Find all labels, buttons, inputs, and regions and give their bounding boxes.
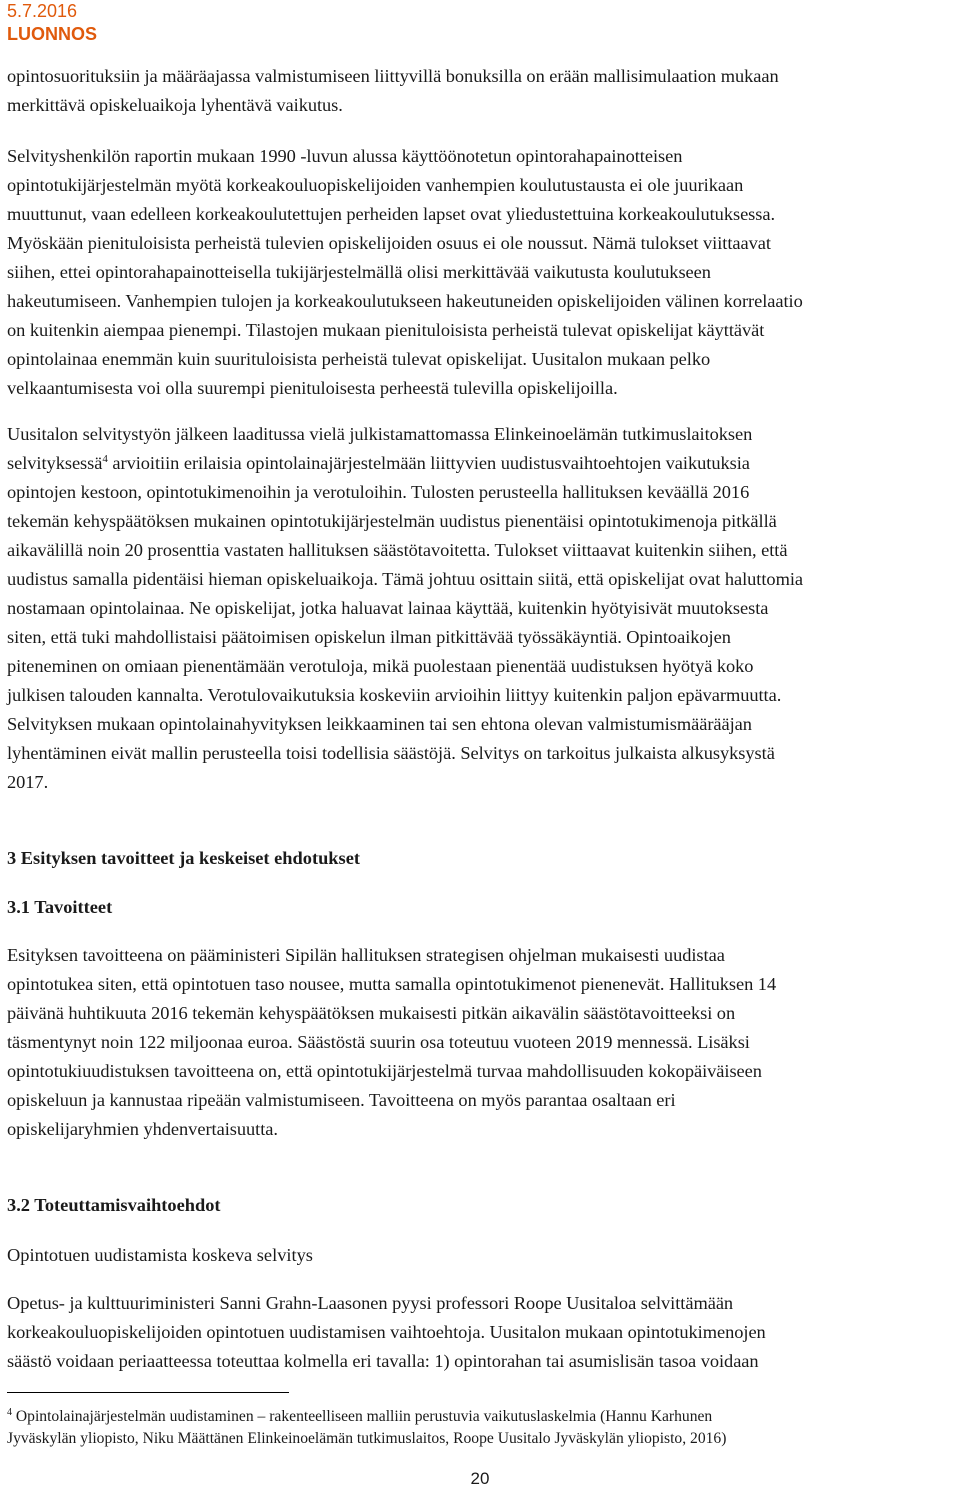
text-line: velkaantumisesta voi olla suurempi pienituloisesta perheestä tulevilla opiskelijoilla. — [7, 378, 618, 398]
text-line: Myöskään pienituloisista perheistä tulevien opiskelijoiden osuus ei ole noussut. Nämä tulokset viittaavat — [7, 233, 771, 253]
text-line: päivänä huhtikuuta 2016 tekemän kehyspäätöksen mukaisesti pitkän aikavälin säästötavoitteeksi on — [7, 1003, 736, 1023]
text-line: täsmentynyt noin 122 miljoonaa euroa. Säästöstä suurin osa toteutuu vuoteen 2019 mennessä. Lisäksi — [7, 1032, 750, 1052]
paragraph-5 — [7, 1289, 957, 1376]
text-line: opiskeluun ja kannustaa ripeään valmistumiseen. Tavoitteena on myös parantaa osaltaan eri — [7, 1090, 676, 1110]
text-line: opintotukiuudistuksen tavoitteena on, että opintotukijärjestelmä turvaa mahdollisuuden kokopäiväiseen — [7, 1061, 762, 1081]
subsection-title: Opintotuen uudistamista koskeva selvitys — [7, 1245, 313, 1265]
text-line: Selvityksen mukaan opintolainahyvityksen leikkaaminen tai sen ehtona olevan valmistumismäärääjan — [7, 714, 752, 734]
text-line: 2017. — [7, 772, 49, 792]
section-heading-3-2: 3.2 Toteuttamisvaihtoehdot — [7, 1195, 221, 1215]
paragraph-1 — [7, 62, 957, 120]
paragraph-3 — [7, 420, 957, 797]
text-line: muuttunut, vaan edelleen korkeakoulutettujen perheiden lapset ovat yliedustettuina korkeakoulutuksessa. — [7, 204, 776, 224]
text-line: siihen, ettei opintorahapainotteisella tukijärjestelmällä olisi merkittävää vaikutusta koulutukseen — [7, 262, 711, 282]
page-number: 20 — [470, 1469, 490, 1488]
text-line: opintotukea siten, että opintotuen taso nousee, mutta samalla opintotukimenot pienenevät. Hallituksen 14 — [7, 974, 777, 994]
text-line: korkeakouluopiskelijoiden opintotuen uudistamisen vaihtoehtoja. Uusitalon mukaan opintotukimenojen — [7, 1322, 766, 1342]
text-line: on kuitenkin aiempaa pienempi. Tilastojen mukaan pienituloisista perheistä tulevat opiskelijat käyttävät — [7, 320, 765, 340]
paragraph-4 — [7, 941, 957, 1144]
footnote-number: 4 — [7, 1407, 12, 1418]
text-line: nostamaan opintolainaa. Ne opiskelijat, jotka haluavat lainaa käyttää, kuitenkin hyötyisivät muutoksesta — [7, 598, 769, 618]
text-line: merkittävä opiskeluaikoja lyhentävä vaikutus. — [7, 95, 343, 115]
text-line: Selvityshenkilön raportin mukaan 1990 -luvun alussa käyttöönotetun opintorahapainotteisen — [7, 146, 683, 166]
text-line — [7, 449, 957, 478]
text-line: lyhentäminen eivät mallin perusteella toisi todellisia säästöjä. Selvitys on tarkoitus julkaista alkusyksystä — [7, 743, 775, 763]
header-date: 5.7.2016 — [7, 1, 78, 21]
text-line: Opetus- ja kulttuuriministeri Sanni Grahn-Laasonen pyysi professori Roope Uusitaloa selvittämään — [7, 1293, 734, 1313]
section-heading-3: 3 Esityksen tavoitteet ja keskeiset ehdotukset — [7, 848, 360, 868]
text-line: uudistus samalla pidentäisi hieman opiskeluaikoja. Tämä johtuu osittain siitä, että opiskelijat ovat haluttomia — [7, 569, 803, 589]
text-line: hakeutumiseen. Vanhempien tulojen ja korkeakoulutukseen hakeutuneiden opiskelijoiden välinen korrelaatio — [7, 291, 803, 311]
text-fragment: selvityksessä — [7, 453, 103, 473]
text-line: julkisen talouden kannalta. Verotulovaikutuksia koskeviin arvioihin liittyy kuitenkin paljon epävarmuutta. — [7, 685, 782, 705]
text-line: opintosuorituksiin ja määräajassa valmistumiseen liittyvillä bonuksilla on erään mallisimulaation mukaan — [7, 66, 779, 86]
section-heading-3-1: 3.1 Tavoitteet — [7, 897, 113, 917]
text-line: opintolainaa enemmän kuin suurituloisista perheistä tulevat opiskelijat. Uusitalon mukaan pelko — [7, 349, 711, 369]
header-draft-label: LUONNOS — [7, 24, 97, 44]
text-line: säästö voidaan periaatteessa toteuttaa kolmella eri tavalla: 1) opintorahan tai asumislisän tasoa voidaan — [7, 1351, 759, 1371]
text-line: Uusitalon selvitystyön jälkeen laaditussa vielä julkistamattomassa Elinkeinoelämän tutkimuslaitoksen — [7, 424, 753, 444]
text-line: tekemän kehyspäätöksen mukainen opintotukijärjestelmän uudistus pienentäisi opintotukimenoja pitkällä — [7, 511, 777, 531]
footnote-reference: 4 — [102, 453, 108, 465]
text-line: aikavälillä noin 20 prosenttia vastaten hallituksen säästötavoitetta. Tulokset viittaavat kuitenkin siihen, että — [7, 540, 788, 560]
footnote-line: Jyväskylän yliopisto, Niku Määttänen Elinkeinoelämän tutkimuslaitos, Roope Uusitalo Jyväskylän yliopisto, 2016) — [7, 1430, 727, 1447]
text-line: piteneminen on omiaan pienentämään verotuloja, mikä puolestaan pienentää uudistuksen hyötyä koko — [7, 656, 754, 676]
text-fragment: arvioitiin erilaisia opintolainajärjestelmään liittyvien uudistusvaihtoehtojen vaikutuksia — [107, 453, 750, 473]
text-line: siten, että tuki mahdollistaisi päätoimisen opiskelun ilman pitkittävää työssäkäyntiä. Opintoaikojen — [7, 627, 731, 647]
footnote — [7, 1406, 957, 1450]
footnote-separator — [7, 1392, 289, 1393]
paragraph-2 — [7, 142, 957, 403]
text-line: Esityksen tavoitteena on pääministeri Sipilän hallituksen strategisen ohjelman mukaisesti uudistaa — [7, 945, 725, 965]
text-line: opintotukijärjestelmän myötä korkeakouluopiskelijoiden vanhempien koulutustausta ei ole juurikaan — [7, 175, 744, 195]
text-line: opintojen kestoon, opintotukimenoihin ja verotuloihin. Tulosten perusteella hallituksen keväällä 2016 — [7, 482, 750, 502]
footnote-line — [7, 1406, 957, 1428]
text-line: opiskelijaryhmien yhdenvertaisuutta. — [7, 1119, 278, 1139]
text-fragment: Opintolainajärjestelmän uudistaminen – rakenteelliseen malliin perustuvia vaikutuslaskelmia (Hannu Karhunen — [12, 1408, 713, 1425]
